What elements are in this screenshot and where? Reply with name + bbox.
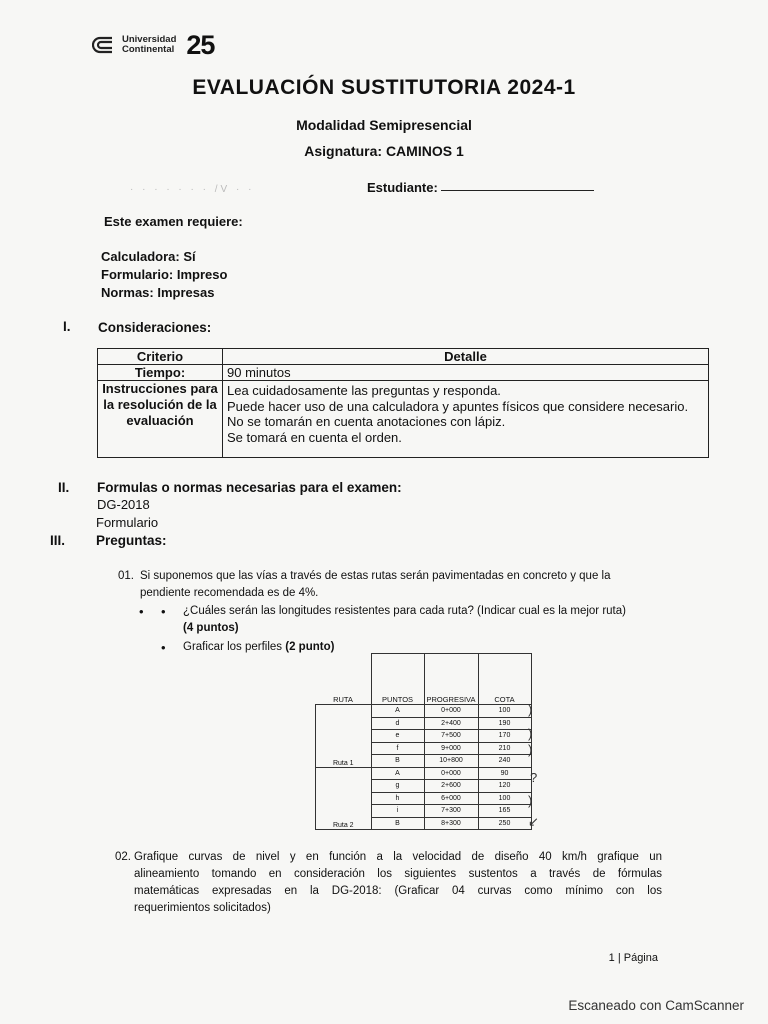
time-label: Tiempo: [98,365,223,381]
page-number [609,952,658,964]
point-cell: B [371,755,424,768]
instruction-item: No se tomarán en cuenta anotaciones con lápiz. [227,414,506,429]
required-norm-item: DG-2018 [97,497,150,512]
question-1-bullet-1-points: (4 puntos) [183,622,239,634]
instruction-item: Se tomará en cuenta el orden. [227,429,402,445]
progresiva-cell: 7+500 [424,730,478,743]
route-1-name: Ruta 1 [316,705,372,768]
progresiva-cell: 8+300 [424,817,478,830]
progresiva-cell: 2+600 [424,780,478,793]
section3-title: Preguntas: [96,533,167,548]
cota-cell: 100 [478,792,531,805]
handwritten-brace: ) [528,742,533,757]
scanner-watermark: Escaneado con CamScanner [568,998,744,1013]
page-label: Página [623,952,658,964]
handwritten-brace: ↙ [528,814,539,829]
instructions-label: Instrucciones para la resolución de la evaluación [98,381,223,458]
exam-title: EVALUACIÓN SUSTITUTORIA 2024-1 [192,76,576,99]
point-cell: i [371,805,424,818]
student-name-line [441,190,594,191]
question-2-line-4: requerimientos solicitados) [134,902,271,914]
cota-cell: 250 [478,817,531,830]
point-cell: B [371,817,424,830]
handwritten-brace: ) [528,726,533,741]
col-header-ruta: RUTA [316,654,372,705]
modality: Modalidad Semipresencial [296,117,472,133]
cota-cell: 90 [478,767,531,780]
table-row [316,705,532,718]
cota-cell: 240 [478,755,531,768]
university-logo-icon [92,35,116,55]
question-1-bullet-2 [183,639,334,656]
progresiva-cell: 7+300 [424,805,478,818]
route-2-name: Ruta 2 [316,767,372,830]
bullet-2-points: (2 punto) [285,641,335,653]
point-cell: g [371,780,424,793]
subject: Asignatura: CAMINOS 1 [304,143,464,159]
section1-numeral: I. [63,319,71,334]
instruction-item: Puede hacer uso de una calculadora y apuntes físicos que considere necesario. [227,398,689,414]
student-row [100,178,660,200]
cota-cell: 190 [478,717,531,730]
col-header-puntos: PUNTOS [371,654,424,705]
bullet-2-text: Graficar los perfiles [183,641,286,653]
cota-cell: 170 [478,730,531,743]
question-1-line-2: pendiente recomendada es de 4%. [140,587,319,599]
time-value: 90 minutos [223,365,709,381]
logo-line-1: Universidad [122,34,177,45]
question-1-bullet-1: • ¿Cuáles serán las longitudes resistentes para cada ruta? (Indicar cual es la mejor ruta) [183,603,626,620]
routes-table [315,653,532,830]
cota-cell: 120 [478,780,531,793]
cota-cell: 210 [478,742,531,755]
logo-line-2: Continental [122,44,175,55]
handwritten-brace: ) [528,702,533,717]
question-2-line-3: matemáticas expresadas en la DG-2018: (Graficar 04 curvas como mínimo con los [134,885,662,897]
progresiva-cell: 0+000 [424,705,478,718]
progresiva-cell: 2+400 [424,717,478,730]
progresiva-cell: 0+000 [424,767,478,780]
req-formulary: Formulario: Impreso [101,267,228,282]
progresiva-cell: 10+800 [424,755,478,768]
point-cell: e [371,730,424,743]
col-header-cota: COTA [478,654,531,705]
question-2-line-1: Grafique curvas de nivel y en función a la velocidad de diseño 40 km/h grafique un [134,851,662,863]
faded-marks: · · · · · · · /V · · [130,184,255,195]
section2-title: Formulas o normas necesarias para el examen: [97,480,402,495]
progresiva-cell: 9+000 [424,742,478,755]
question-2-number: 02. [115,851,131,863]
req-calculator: Calculadora: Sí [101,249,196,264]
detail-header: Detalle [223,349,709,365]
instructions-cell [223,381,709,458]
page-separator: | [617,952,624,964]
point-cell: h [371,792,424,805]
handwritten-brace: ) [528,793,533,808]
question-1-line-1: Si suponemos que las vías a través de estas rutas serán pavimentadas en concreto y que la [140,570,611,582]
handwritten-brace: ? [530,770,538,785]
req-norms: Normas: Impresas [101,285,215,300]
cota-cell: 100 [478,705,531,718]
university-logo [92,32,214,58]
progresiva-cell: 6+000 [424,792,478,805]
student-label: Estudiante: [367,180,438,195]
point-cell: A [371,767,424,780]
section2-numeral: II. [58,480,70,495]
page-number-value: 1 [608,952,615,964]
cota-cell: 165 [478,805,531,818]
section3-numeral: III. [50,533,66,548]
section1-title: Consideraciones: [98,320,212,335]
point-cell: f [371,742,424,755]
criterion-header: Criterio [98,349,223,365]
requirements-heading: Este examen requiere: [104,214,243,229]
question-2-line-2: alineamiento tomando en consideración los siguientes sustentos a través de fórmulas [134,868,662,880]
point-cell: A [371,705,424,718]
question-1-number: 01. [118,570,134,582]
considerations-table [97,348,709,458]
anniversary-mark: 25 [186,30,215,60]
table-row [316,767,532,780]
instruction-item: Lea cuidadosamente las preguntas y responda. [227,383,501,398]
col-header-progresiva: PROGRESIVA [424,654,478,705]
point-cell: d [371,717,424,730]
required-norm-item: Formulario [96,515,159,530]
